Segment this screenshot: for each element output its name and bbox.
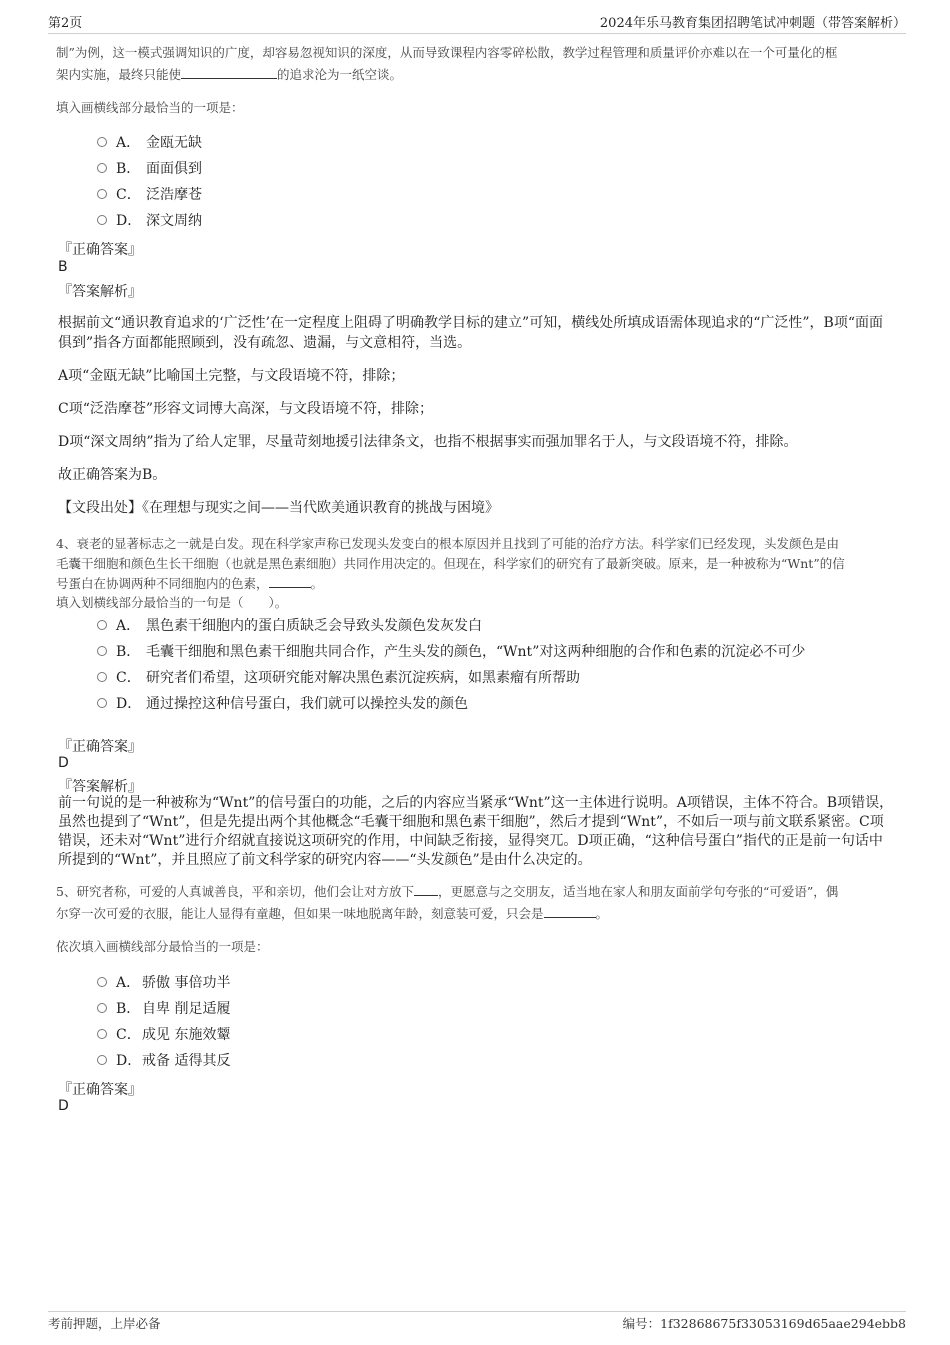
- q4-stem-line2: 毛囊干细胞和颜色生长干细胞（也就是黑色素细胞）共同作用决定的。但现在，科学家们的研究有了最新突破。原来，是一种被称为“Wnt”的信: [56, 556, 845, 571]
- footer-slogan: 考前押题，上岸必备: [48, 1316, 161, 1331]
- q4-option-b[interactable]: B． 毛囊干细胞和黑色素干细胞共同合作，产生头发的颜色，“Wnt”对这两种细胞的合作和色素的沉淀必不可少: [97, 641, 805, 663]
- q4-answer-label: 『正确答案』: [58, 739, 142, 755]
- q3-stem-line2b: 的追求沦为一纸空谈。: [277, 67, 403, 82]
- q5-option-c[interactable]: C．成见 东施效颦: [97, 1024, 230, 1046]
- q5-stem-line1b: ，更愿意与之交朋友，适当地在家人和朋友面前学句夸张的“可爱语”，偶: [437, 884, 839, 899]
- q5-option-a[interactable]: A． 骄傲 事倍功半: [97, 972, 230, 994]
- q4-stem-line3b: 。: [310, 576, 324, 591]
- radio-icon[interactable]: [97, 189, 107, 199]
- q4-stem-line1: 4、衰老的显著标志之一就是白发。现在科学家声称已发现头发变白的根本原因并且找到了可能的治疗方法。科学家们已经发现，头发颜色是由: [56, 536, 839, 551]
- q4-option-a[interactable]: A． 黑色素干细胞内的蛋白质缺乏会导致头发颜色发灰发白: [97, 615, 482, 637]
- q5-blank-1: [414, 883, 438, 896]
- q3-analysis-5: 故正确答案为B。: [58, 467, 167, 483]
- q5-answer: D: [58, 1098, 69, 1114]
- q5-stem-line2b: 。: [595, 906, 609, 921]
- q3-stem-line2a: 架内实施，最终只能使: [56, 67, 182, 82]
- q4-answer: D: [58, 755, 69, 771]
- q4-option-c[interactable]: C． 研究者们希望，这项研究能对解决黑色素沉淀疾病，如黑素瘤有所帮助: [97, 667, 580, 689]
- q3-analysis-1: 根据前文“通识教育追求的‘广泛性’在一定程度上阻碍了明确教学目标的建立”可知，横线处所填成语需体现追求的“广泛性”，B项“面面俱到”指各方面都能照顾到，没有疏忽、遗漏，与文意相符，当选。: [58, 315, 883, 351]
- q5-answer-label: 『正确答案』: [58, 1082, 142, 1098]
- q4-stem-line3a: 号蛋白在协调两种不同细胞内的色素，: [56, 576, 269, 591]
- q5-stem-line2a: 尔穿一次可爱的衣服，能让人显得有童趣，但如果一味地脱离年龄，刻意装可爱，只会是: [56, 906, 544, 921]
- radio-icon[interactable]: [97, 698, 107, 708]
- q3-prompt: 填入画横线部分最恰当的一项是：: [56, 100, 244, 115]
- q3-analysis-4: D项“深文周纳”指为了给人定罪，尽量苛刻地援引法律条文，也指不根据事实而强加罪名于人，与文段语境不符，排除。: [58, 434, 798, 450]
- radio-icon[interactable]: [97, 1003, 107, 1013]
- q5-option-d[interactable]: D．戒备 适得其反: [97, 1050, 230, 1072]
- q3-option-d[interactable]: D． 深文周纳: [97, 210, 202, 232]
- q3-option-c[interactable]: C． 泛浩摩苍: [97, 184, 202, 206]
- q3-option-a[interactable]: A． 金瓯无缺: [97, 132, 202, 154]
- q4-option-d[interactable]: D． 通过操控这种信号蛋白，我们就可以操控头发的颜色: [97, 693, 468, 715]
- q4-prompt: 填入划横线部分最恰当的一句是（ ）。: [56, 595, 288, 610]
- q4-analysis: 前一句说的是一种被称为“Wnt”的信号蛋白的功能，之后的内容应当紧承“Wnt”这一主体进行说明。A项错误，主体不符合。B项错误，虽然也提到了“Wnt”，但是先提出两个其他概念“毛囊干细胞和黑色素干细胞”，然后才提到“Wnt”，不如后一项与前文联系紧密。C项错误，还未对“Wnt”进行介绍就直接说这项研究的作用，中间缺乏衔接，显得突兀。D项正确，“这种信号蛋白”指代的正是前一句话中所提到的“Wnt”，并且照应了前文科学家的研究内容——“头发颜色”是由什么决定的。: [58, 795, 894, 868]
- header-divider: [48, 33, 906, 34]
- q4-blank: [269, 575, 311, 588]
- q3-blank: [181, 66, 277, 79]
- radio-icon[interactable]: [97, 620, 107, 630]
- q3-stem: [56, 42, 898, 86]
- radio-icon[interactable]: [97, 1055, 107, 1065]
- footer-serial: 编号：1f32868675f33053169d65aae294ebb8: [622, 1316, 906, 1331]
- q5-blank-2: [544, 905, 596, 918]
- q4-analysis-label: 『答案解析』: [58, 779, 142, 795]
- radio-icon[interactable]: [97, 672, 107, 682]
- q3-analysis-label: 『答案解析』: [58, 284, 142, 300]
- radio-icon[interactable]: [97, 1029, 107, 1039]
- page-number: 第2页: [48, 16, 83, 31]
- q3-answer-label: 『正确答案』: [58, 242, 142, 258]
- radio-icon[interactable]: [97, 646, 107, 656]
- document-title: 2024年乐马教育集团招聘笔试冲刺题（带答案解析）: [599, 16, 906, 31]
- q3-analysis-2: A项“金瓯无缺”比喻国土完整，与文段语境不符，排除；: [58, 368, 405, 384]
- q5-stem-line1a: 5、研究者称，可爱的人真诚善良，平和亲切，他们会让对方放下: [56, 884, 414, 899]
- radio-icon[interactable]: [97, 163, 107, 173]
- q3-analysis-3: C项“泛浩摩苍”形容文词博大高深，与文段语境不符，排除；: [58, 401, 434, 417]
- q3-answer: B: [58, 259, 68, 275]
- radio-icon[interactable]: [97, 215, 107, 225]
- q3-option-b[interactable]: B． 面面俱到: [97, 158, 202, 180]
- q5-prompt: 依次填入画横线部分最恰当的一项是：: [56, 939, 269, 954]
- q5-option-b[interactable]: B． 自卑 削足适履: [97, 998, 230, 1020]
- footer-divider: [48, 1311, 906, 1312]
- radio-icon[interactable]: [97, 137, 107, 147]
- q4-stem: [56, 534, 898, 594]
- q3-stem-line1: 制”为例，这一模式强调知识的广度，却容易忽视知识的深度，从而导致课程内容零碎松散，教学过程管理和质量评价亦难以在一个可量化的框: [56, 45, 838, 60]
- q5-stem: [56, 881, 898, 925]
- q3-source: 【文段出处】《在理想与现实之间——当代欧美通识教育的挑战与困境》: [58, 500, 499, 516]
- radio-icon[interactable]: [97, 977, 107, 987]
